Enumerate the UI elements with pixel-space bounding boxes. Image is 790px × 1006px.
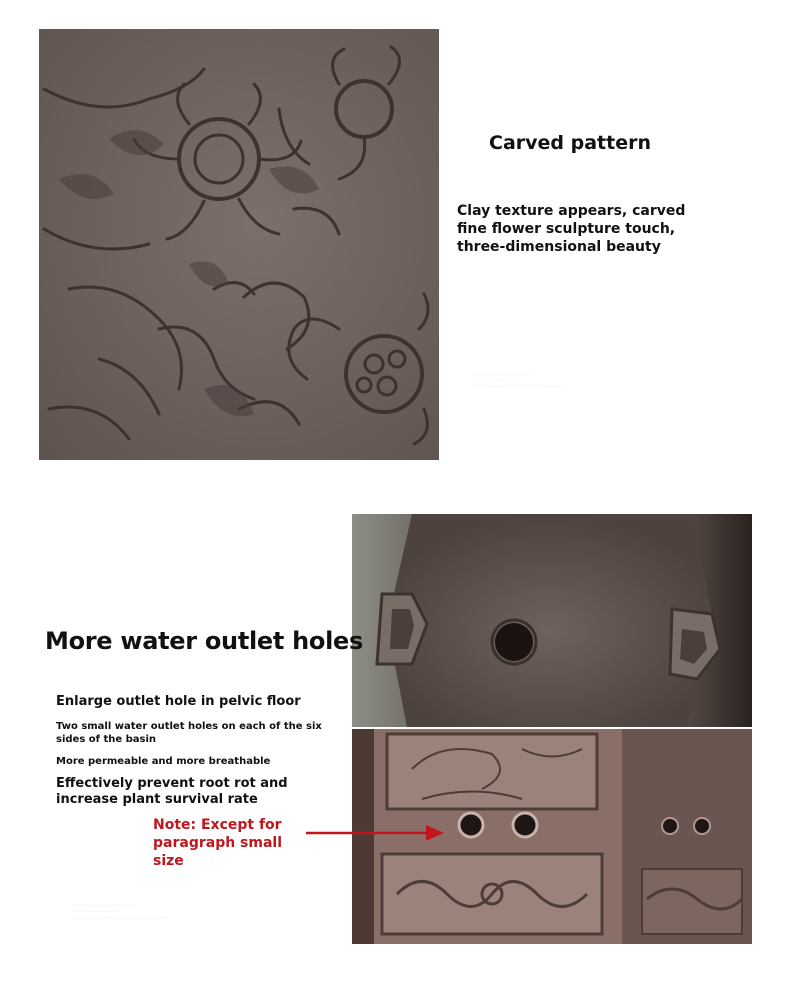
outlet-feature-line: Two small water outlet holes on each of the six sides of the basin [56,721,322,745]
outlet-feature-line: More permeable and more breathable [56,756,271,767]
outlet-holes-title: More water outlet holes [45,627,363,655]
outlet-feature-line: Enlarge outlet hole in pelvic floor [56,694,301,709]
carved-pattern-title: Carved pattern [489,132,651,154]
size-note: Note: Except for paragraph small size [153,817,283,869]
basin-bottom-photo [352,514,752,727]
carved-flower-photo [39,29,439,460]
outlet-feature-line: Effectively prevent root rot and increase plant survival rate [56,776,288,807]
carved-pattern-description: Clay texture appears, carved fine flower sculpture touch, three-dimensional beauty [457,203,686,255]
fine-print-watermark: · · · · · · · · · · · · · · · · · · · · · · · · · · · · · · · · · · · · · · · · · · · · · · · · · · · · · · · · · · · · · · · · · · · · · · · · · · · · · · · · · · [73,903,169,920]
fine-print-watermark: · · · · · · · · · · · · · · · · · · · · · · · · · · · · · · · · · · · · · · · · · · · · · · · · · · · · · · · · · · · · · · · · · · · · · · · · · · · · · · · · · · [470,372,566,389]
right-arrow-icon [306,823,446,843]
